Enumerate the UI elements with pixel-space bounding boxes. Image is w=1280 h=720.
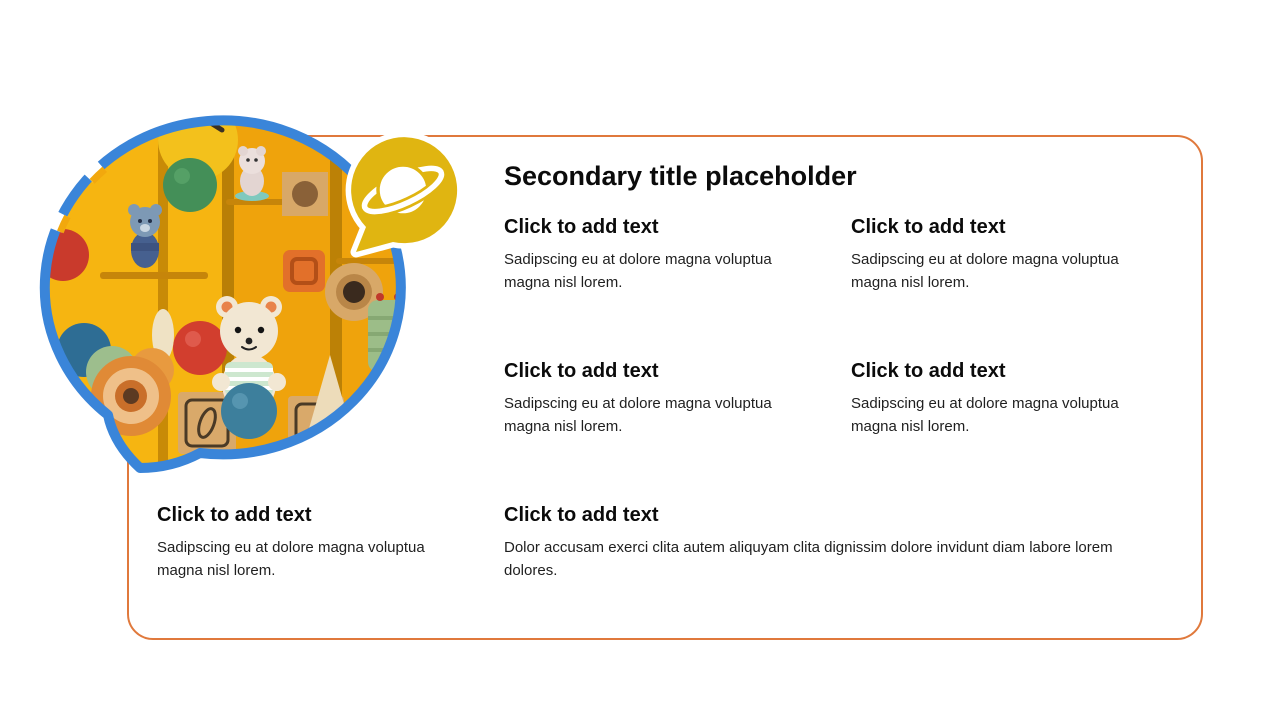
text-placeholder-3[interactable] bbox=[504, 358, 804, 438]
slide-title[interactable]: Secondary title placeholder bbox=[504, 161, 857, 191]
text-placeholder-5[interactable] bbox=[157, 502, 457, 582]
placeholder-heading[interactable]: Click to add text bbox=[504, 504, 659, 526]
placeholder-body[interactable]: Sadipscing eu at dolore magna voluptua magna nisl lorem. bbox=[851, 251, 1119, 291]
text-placeholder-4[interactable] bbox=[851, 358, 1151, 438]
placeholder-heading[interactable]: Click to add text bbox=[504, 360, 659, 382]
placeholder-body[interactable]: Dolor accusam exerci clita autem aliquyam clita dignissim dolore invidunt diam labore lorem dolores. bbox=[504, 539, 1113, 579]
placeholder-body[interactable]: Sadipscing eu at dolore magna voluptua magna nisl lorem. bbox=[504, 395, 772, 435]
placeholder-heading[interactable]: Click to add text bbox=[504, 216, 659, 238]
placeholder-body[interactable]: Sadipscing eu at dolore magna voluptua magna nisl lorem. bbox=[504, 251, 772, 291]
placeholder-body[interactable]: Sadipscing eu at dolore magna voluptua magna nisl lorem. bbox=[157, 539, 425, 579]
text-placeholder-2[interactable] bbox=[851, 214, 1151, 294]
text-placeholder-6[interactable] bbox=[504, 502, 1164, 582]
text-placeholder-1[interactable] bbox=[504, 214, 804, 294]
placeholder-heading[interactable]: Click to add text bbox=[157, 504, 312, 526]
placeholder-heading[interactable]: Click to add text bbox=[851, 360, 1006, 382]
placeholder-heading[interactable]: Click to add text bbox=[851, 216, 1006, 238]
placeholder-body[interactable]: Sadipscing eu at dolore magna voluptua magna nisl lorem. bbox=[851, 395, 1119, 435]
